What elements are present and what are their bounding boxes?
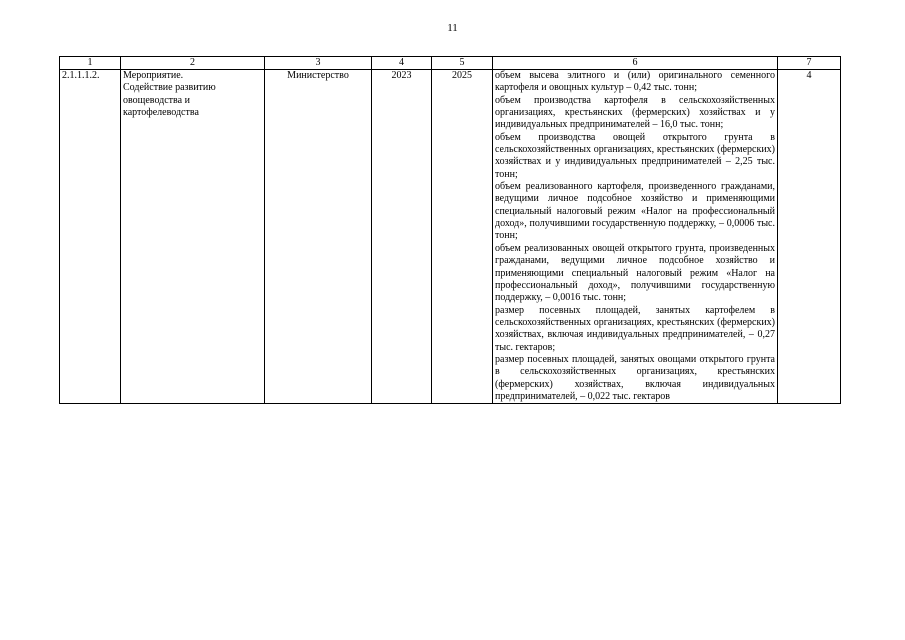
- header-col-7: 7: [778, 57, 841, 70]
- header-col-4: 4: [372, 57, 432, 70]
- indicator-item: объем реализованных овощей открытого грунта, произведенных гражданами, ведущими личное подсобное хозяйство и применяющими специальный налоговый режим «Налог на профессиональный доход», получившими государственную поддержку, – 0,0016 тыс. тонн;: [495, 242, 775, 304]
- header-col-1: 1: [60, 57, 121, 70]
- indicator-item: объем производства овощей открытого грунта в сельскохозяйственных организациях, крестьянских (фермерских) хозяйствах и у индивидуальных предпринимателей – 2,25 тыс. тонн;: [495, 131, 775, 180]
- indicator-item: объем реализованного картофеля, произведенного гражданами, ведущими личное подсобное хозяйство и применяющими специальный налоговый режим «Налог на профессиональный доход», получившими государственную поддержку, – 0,0006 тыс. тонн;: [495, 181, 775, 242]
- indicator-item: размер посевных площадей, занятых картофелем в сельскохозяйственных организациях, крестьянских (фермерских) хозяйствах, включая индивидуальных предпринимателей, – 0,27 тыс. гектаров;: [495, 304, 775, 353]
- row-name-line: картофелеводства: [123, 107, 199, 119]
- row-name: [121, 70, 265, 404]
- row-name-line: Содействие развитию: [123, 82, 216, 94]
- row-executor: Министерство: [265, 70, 372, 404]
- row-name-line: Мероприятие.: [123, 70, 184, 81]
- row-column-7: 4: [778, 70, 841, 404]
- header-col-3: 3: [265, 57, 372, 70]
- program-table: [59, 56, 841, 404]
- page-number: 11: [447, 22, 458, 34]
- row-start-year: 2023: [372, 70, 432, 404]
- row-code: 2.1.1.1.2.: [60, 70, 121, 404]
- indicator-item: объем высева элитного и (или) оригинального семенного картофеля и овощных культур – 0,42 тыс. тонн;: [495, 70, 775, 94]
- row-end-year: 2025: [432, 70, 493, 404]
- indicator-item: размер посевных площадей, занятых овощами открытого грунта в сельскохозяйственных организациях, крестьянских (фермерских) хозяйствах, включая индивидуальных предпринимателей, – 0,022 тыс. гектаров: [495, 353, 775, 402]
- header-col-2: 2: [121, 57, 265, 70]
- row-indicators: [493, 70, 778, 404]
- table-row: [60, 70, 841, 404]
- header-row: [60, 57, 841, 70]
- row-name-line: овощеводства и: [123, 94, 190, 106]
- header-col-5: 5: [432, 57, 493, 70]
- indicator-item: объем производства картофеля в сельскохозяйственных организациях, крестьянских (фермерских) хозяйствах и у индивидуальных предпринимателей – 16,0 тыс. тонн;: [495, 94, 775, 131]
- header-col-6: 6: [493, 57, 778, 70]
